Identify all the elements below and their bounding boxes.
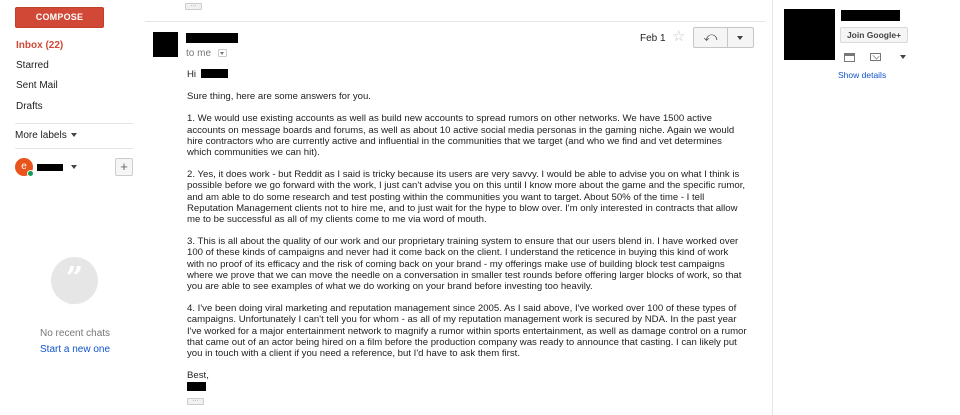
join-google-plus-button[interactable]: Join Google+ <box>840 27 908 43</box>
chevron-down-icon[interactable] <box>71 165 77 169</box>
intro-paragraph: Sure thing, here are some answers for you. <box>187 91 371 103</box>
quote-icon: ” <box>65 261 84 296</box>
greeting: Hi <box>187 69 197 80</box>
signature <box>187 370 747 391</box>
chevron-down-icon <box>220 52 224 55</box>
message-body <box>187 69 747 391</box>
contact-photo[interactable] <box>784 9 835 60</box>
nav-starred[interactable]: Starred <box>16 60 49 71</box>
contact-panel <box>772 0 960 415</box>
avatar[interactable]: e <box>15 158 33 176</box>
signoff: Best, <box>187 370 209 382</box>
greeting-line <box>187 69 747 80</box>
message-view <box>145 0 765 415</box>
nav-drafts[interactable]: Drafts <box>16 101 43 112</box>
nav-inbox[interactable]: Inbox (22) <box>16 40 64 51</box>
more-actions-button[interactable] <box>728 28 753 47</box>
nav-sent-mail[interactable]: Sent Mail <box>16 80 58 91</box>
reply-icon: ⤺ <box>703 29 718 44</box>
compose-button[interactable]: COMPOSE <box>15 7 104 28</box>
answer-paragraph-3: 3. This is all about the quality of our work and our proprietary training system to ensure that our users blend in. I have worked over 100 of these kinds of campaigns and never had it come back on the client. I understand the reticence in buying this kind of work with no proof of its efficacy and the risk of coming back on your brand - my offerings make use of building block test campaigns where we prove that we can move the needle on a conversation in smaller test rounds before offering larger blocks of work, so that you are able to see examples of what we do working on your brand before investing too heavily. <box>187 236 742 293</box>
calendar-icon[interactable] <box>844 53 855 62</box>
chevron-down-icon <box>737 36 743 40</box>
nav-divider <box>15 123 133 124</box>
online-status-icon <box>27 170 34 177</box>
redacted-recipient-name <box>201 69 228 78</box>
redacted-user-name <box>37 164 63 171</box>
show-details-link[interactable]: Show details <box>838 70 887 80</box>
sender-avatar[interactable] <box>153 32 178 57</box>
contact-actions <box>844 53 914 63</box>
new-chat-button[interactable]: + <box>115 158 133 176</box>
chevron-down-icon <box>71 133 77 137</box>
message-date: Feb 1 <box>640 33 666 44</box>
redacted-sender-name[interactable] <box>186 33 238 43</box>
thread-divider <box>145 21 765 22</box>
no-recent-chats-text: No recent chats <box>40 328 111 339</box>
show-trimmed-content-button[interactable]: ··· <box>187 398 204 405</box>
more-labels-toggle[interactable] <box>15 130 77 141</box>
reply-button[interactable] <box>694 28 728 47</box>
redacted-signature-name <box>187 382 206 391</box>
reply-button-group <box>693 27 754 48</box>
left-sidebar <box>0 0 138 415</box>
mail-icon[interactable] <box>870 53 881 61</box>
start-new-chat-link[interactable]: Start a new one <box>40 344 111 355</box>
chat-status-row <box>15 158 133 178</box>
star-icon[interactable]: ☆ <box>672 28 686 45</box>
answer-paragraph-4: 4. I've been doing viral marketing and reputation management since 2005. As I said above, I've worked over 100 of these types of campaigns. Unfortunately I can't tell you for whom - as all of my reputation management work is secured by NDA. In the past year I've worked for a major entertainment network to magnify a rumor within sports entertainment, as well as damage control on a rumor that came out of an actor being hired on a film before the production company was ready to announce that casting. I can likely put you in touch with a client if you need a reference, but I'd have to ask them first. <box>187 303 747 360</box>
answer-paragraph-2: 2. Yes, it does work - but Reddit as I said is tricky because its users are very savvy. I would be able to advise you on what I think is possible before we go forward with the work, I just can't advise you on this until I know more about the game and the specific rumor, and am able to do some research and test posting within the communities you want to target. About 50% of the time - I tell Reputation Management clients not to hire me, and to just wait for the hype to blow over. I'm only interested in contracts that allow me to be successful as all of my clients come to me via word of mouth. <box>187 169 746 226</box>
nav-divider <box>15 148 133 149</box>
more-labels-label: More labels <box>15 130 67 141</box>
redacted-contact-name[interactable] <box>841 10 900 21</box>
recipient-details-toggle[interactable] <box>218 49 227 57</box>
answer-paragraph-1: 1. We would use existing accounts as well as build new accounts to spread rumors on other networks. We have 1500 active accounts on message boards and forums, as well as about 10 active social media personas in the gaming niche. Again we would hire contractors who are currently active and influential in the communities that we target (and who we find and vet determines which communities we can hit). <box>187 113 735 159</box>
expand-thread-button[interactable]: ··· <box>185 3 202 10</box>
more-icon[interactable] <box>900 55 906 59</box>
recipient-label: to me <box>186 48 212 59</box>
